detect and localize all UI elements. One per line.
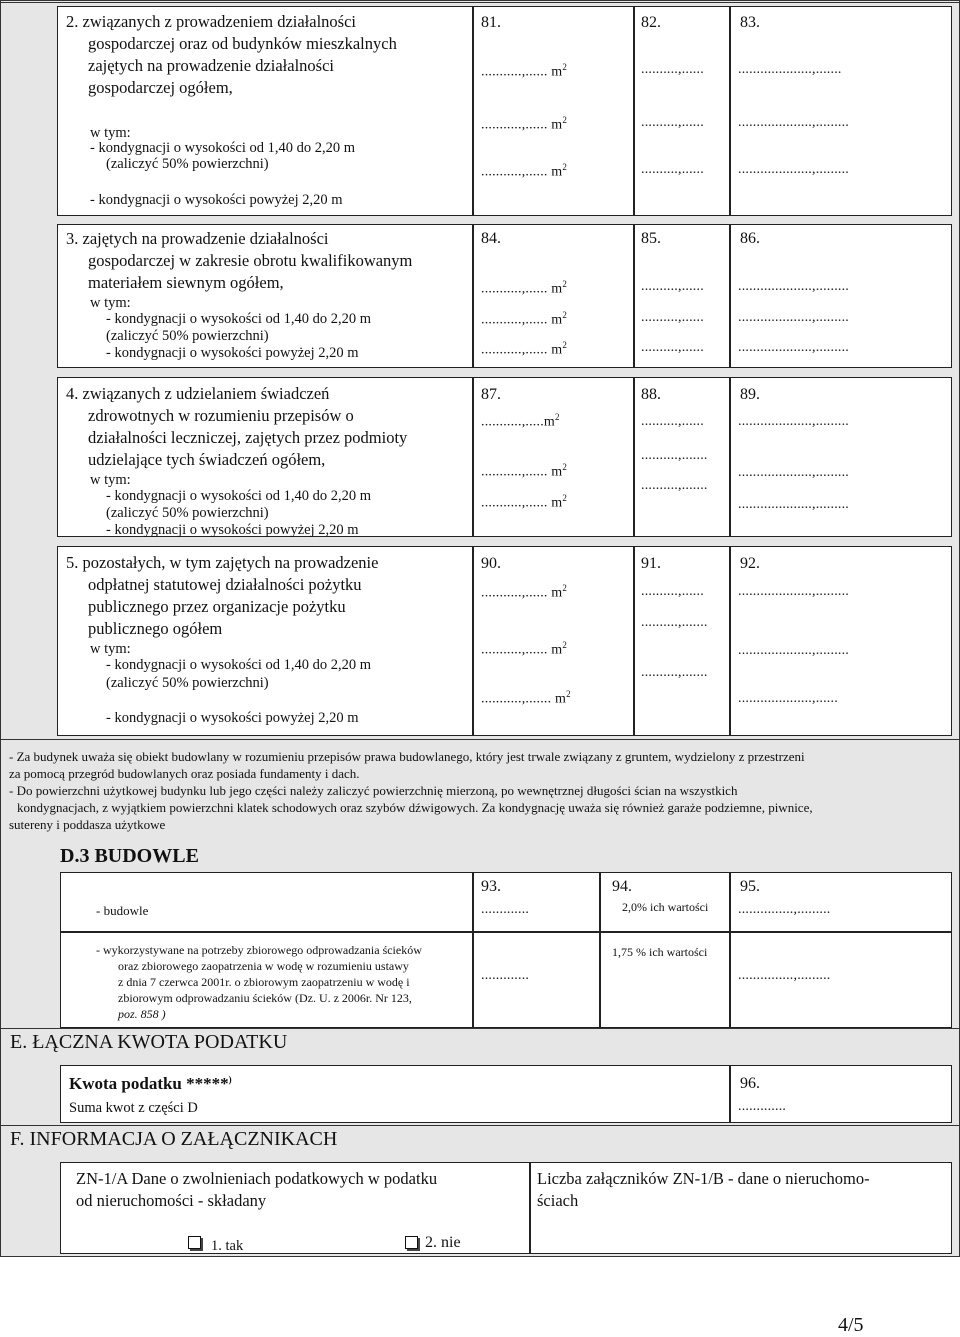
section5-col2-box [634, 546, 730, 736]
field-90-number: 90. [481, 555, 501, 572]
field-87-value[interactable]: $...........,.....m^2$ [481, 412, 560, 430]
field-95-number: 95. [740, 878, 760, 895]
d3-row2-line: - wykorzystywane na potrzeby zbiorowego odprowadzania ścieków [96, 943, 422, 957]
note-line: - Do powierzchni użytkowej budynku lub jego części należy zaliczyć powierzchnię mierzoną, po wewnętrznej długości ścian na wszystkich [9, 783, 738, 798]
zn1-line: od nieruchomości - składany [76, 1191, 267, 1210]
field-92-value[interactable]: ....................,......... [738, 584, 849, 599]
dots: ...........,...... m [481, 495, 563, 511]
field-85-number: 85. [641, 230, 661, 247]
d3-row2-line: poz. 858 ) [118, 1007, 166, 1021]
note-line: sutereny i poddasza użytkowe [9, 817, 166, 832]
section2-line: gospodarczej oraz od budynków mieszkalnych [88, 34, 397, 53]
section3-text [66, 228, 412, 294]
section3-wtym: w tym: [90, 295, 131, 311]
field-86a-value[interactable]: ....................,......... [738, 310, 849, 325]
field-92b-value[interactable]: ....................,...... [738, 691, 838, 706]
section5-text [66, 552, 378, 640]
checkbox-nie[interactable] [405, 1236, 418, 1249]
field-94b-rate: 1,75 % ich wartości [612, 945, 708, 959]
checkbox-nie-label: 2. nie [425, 1234, 461, 1251]
field-94-rate: 2,0% ich wartości [622, 900, 709, 914]
section5-sub1b: (zaliczyć 50% powierzchni) [106, 675, 269, 691]
section4-sub2: - kondygnacji o wysokości powyżej 2,20 m [106, 522, 359, 537]
note-line: kondygnacjach, z wyjątkiem powierzchni klatek schodowych oraz szybów dźwigowych. Za kondygnację uważa się również garaże podziemne, piwnice, [17, 800, 813, 815]
field-83b-value[interactable]: ....................,......... [738, 162, 849, 177]
field-85b-value[interactable]: ..........,...... [641, 340, 704, 355]
zn2-line: ściach [537, 1191, 579, 1210]
checkbox-tak-label: 1. tak [211, 1238, 244, 1254]
field-92a-value[interactable]: ....................,......... [738, 643, 849, 658]
dots: ...........,...... m [481, 164, 563, 180]
field-84a-value[interactable]: ...........,...... $m^2$ [481, 310, 568, 328]
section4-line: 4. związanych z udzielaniem świadczeń [66, 384, 330, 403]
note-line: - Za budynek uważa się obiekt budowlany w rozumieniu przepisów prawa budowlanego, który jest trwale związany z gruntem, wydzielony z przestrzeni [9, 749, 805, 764]
section5-line: odpłatnej statutowej działalności pożytku [88, 575, 362, 594]
field-85-value[interactable]: ..........,...... [641, 279, 704, 294]
field-94-number: 94. [612, 878, 632, 895]
field-84-value[interactable]: ...........,...... $m^2$ [481, 279, 568, 297]
zn2-line: Liczba załączników ZN-1/B - dane o nieruchomo- [537, 1169, 870, 1188]
field-84-number: 84. [481, 230, 501, 247]
field-95b-value[interactable]: ...............,......... [738, 968, 831, 983]
dots: ...........,...... m [481, 281, 563, 297]
field-83-value[interactable]: ....................,....... [738, 62, 842, 77]
page-number: 4/5 [838, 1314, 864, 1336]
e-label [69, 1074, 232, 1094]
section2-col1-box [473, 6, 634, 216]
field-95-value[interactable]: ...............,......... [738, 902, 831, 917]
field-91-number: 91. [641, 555, 661, 572]
section2-text [66, 11, 397, 99]
dots: ...........,....... m [481, 691, 567, 707]
d3-row2-line: oraz zbiorowego zaopatrzenia w wodę w rozumieniu ustawy [118, 959, 409, 973]
dots: ...........,...... m [481, 64, 563, 80]
field-90-value[interactable]: ...........,...... $m^2$ [481, 583, 568, 601]
section3-sub1a: - kondygnacji o wysokości od 1,40 do 2,20 m [106, 311, 372, 327]
field-85a-value[interactable]: ..........,...... [641, 310, 704, 325]
field-82a-value[interactable]: ..........,...... [641, 115, 704, 130]
section3-sub2: - kondygnacji o wysokości powyżej 2,20 m [106, 345, 359, 361]
field-90b-value[interactable]: ...........,....... $m^2$ [481, 689, 571, 707]
f-title: F. INFORMACJA O ZAŁĄCZNIKACH [10, 1128, 338, 1150]
section4-line: udzielające tych świadczeń ogółem, [88, 450, 326, 469]
section5-line: 5. pozostałych, w tym zajętych na prowadzenie [66, 553, 379, 572]
section5-col3-box [730, 546, 952, 736]
field-87a-value[interactable]: ...........,...... $m^2$ [481, 462, 568, 480]
dots: ...........,...... m [481, 312, 563, 328]
section4-line: zdrowotnych w rozumieniu przepisów o [88, 406, 354, 425]
section2-wtym: w tym: [90, 125, 131, 141]
section4-line: działalności leczniczej, zajętych przez podmioty [88, 428, 408, 447]
field-93-number: 93. [481, 878, 501, 895]
field-91-value[interactable]: ..........,...... [641, 584, 704, 599]
field-82-value[interactable]: ..........,...... [641, 62, 704, 77]
section4-col3-box [730, 377, 952, 537]
note-line: za pomocą przegród budowlanych oraz posiada fundamenty i dach. [9, 766, 360, 781]
e-title: E. ŁĄCZNA KWOTA PODATKU [10, 1031, 288, 1053]
section2-line: gospodarczej ogółem, [88, 78, 233, 97]
budowle-label: - budowle [96, 903, 149, 918]
section2-col3-box [730, 6, 952, 216]
field-86-value[interactable]: ....................,......... [738, 279, 849, 294]
field-81b-value[interactable]: ...........,...... $m^2$ [481, 162, 568, 180]
zn2-text [537, 1168, 870, 1212]
d3-row2-line: zbiorowym odprowadzaniu ścieków (Dz. U. z 2006r. Nr 123, [118, 991, 412, 1005]
field-96-number: 96. [740, 1075, 760, 1092]
section5-wtym: w tym: [90, 641, 131, 657]
field-91a-value[interactable]: ..........,....... [641, 615, 708, 630]
section2-line: 2. związanych z prowadzeniem działalności [66, 12, 356, 31]
section2-sub2: - kondygnacji o wysokości powyżej 2,20 m [90, 192, 343, 208]
field-82-number: 82. [641, 14, 661, 31]
field-82b-value[interactable]: ..........,...... [641, 162, 704, 177]
field-81-number: 81. [481, 14, 501, 31]
section5-sub2: - kondygnacji o wysokości powyżej 2,20 m [106, 710, 359, 726]
section3-line: gospodarczej w zakresie obrotu kwalifikowanym [88, 251, 413, 270]
field-87b-value[interactable]: ...........,...... $m^2$ [481, 493, 568, 511]
section2-line: zajętych na prowadzenie działalności [88, 56, 335, 75]
dots: ...........,...... m [481, 464, 563, 480]
field-84b-value[interactable]: ...........,...... $m^2$ [481, 340, 568, 358]
section3-line: materiałem siewnym ogółem, [88, 273, 284, 292]
section3-line: 3. zajętych na prowadzenie działalności [66, 229, 329, 248]
dots: ...........,.....m [481, 414, 555, 430]
field-88-number: 88. [641, 386, 661, 403]
d3-row2-line: z dnia 7 czerwca 2001r. o zbiorowym zaopatrzeniu w wodę i [118, 975, 410, 989]
field-83-number: 83. [740, 14, 760, 31]
field-86-number: 86. [740, 230, 760, 247]
section4-sub1a: - kondygnacji o wysokości od 1,40 do 2,20 m [106, 488, 372, 504]
checkbox-tak[interactable] [188, 1236, 201, 1249]
field-93b-value[interactable]: ............. [481, 968, 530, 983]
field-89-value[interactable]: ....................,......... [738, 414, 849, 429]
e-label-text: Kwota podatku ***** [69, 1074, 229, 1093]
dots: ...........,...... m [481, 117, 563, 133]
field-89a-value[interactable]: ....................,......... [738, 465, 849, 480]
field-92-number: 92. [740, 555, 760, 572]
section2-sub1b: (zaliczyć 50% powierzchni) [106, 156, 269, 172]
field-89b-value[interactable]: ....................,......... [738, 497, 849, 512]
e-sub: Suma kwot z części D [69, 1100, 198, 1116]
dots: ...........,...... m [481, 342, 563, 358]
d3-row2-text [96, 942, 468, 1022]
d3-title: D.3 BUDOWLE [60, 845, 199, 867]
zn1-line: ZN-1/A Dane o zwolnieniach podatkowych w podatku [76, 1169, 438, 1188]
zn1-text [76, 1168, 437, 1212]
field-88a-value[interactable]: ..........,....... [641, 448, 708, 463]
field-89-number: 89. [740, 386, 760, 403]
field-81a-value[interactable]: ...........,...... $m^2$ [481, 115, 568, 133]
notes-text [9, 748, 955, 833]
field-88-value[interactable]: ..........,...... [641, 414, 704, 429]
e-label-sup: ) [228, 1074, 232, 1085]
field-93-value[interactable]: ............. [481, 902, 530, 917]
field-86b-value[interactable]: ....................,......... [738, 340, 849, 355]
section5-line: publicznego ogółem [88, 619, 223, 638]
section4-sub1b: (zaliczyć 50% powierzchni) [106, 505, 269, 521]
field-87-number: 87. [481, 386, 501, 403]
field-90a-value[interactable]: ...........,...... $m^2$ [481, 640, 568, 658]
field-88b-value[interactable]: ..........,....... [641, 478, 708, 493]
section2-sub1a: - kondygnacji o wysokości od 1,40 do 2,20 m [90, 140, 356, 156]
section4-wtym: w tym: [90, 472, 131, 488]
section3-sub1b: (zaliczyć 50% powierzchni) [106, 328, 269, 344]
section5-sub1a: - kondygnacji o wysokości od 1,40 do 2,20 m [106, 657, 372, 673]
field-83a-value[interactable]: ....................,......... [738, 115, 849, 130]
section4-text [66, 383, 407, 471]
dots: ...........,...... m [481, 642, 563, 658]
section2-col2-box [634, 6, 730, 216]
field-96-value[interactable]: ............. [738, 1099, 787, 1114]
field-91b-value[interactable]: ..........,....... [641, 665, 708, 680]
field-81-value[interactable]: ...........,...... $m^2$ [481, 62, 568, 80]
dots: ...........,...... m [481, 585, 563, 601]
section5-line: publicznego przez organizacje pożytku [88, 597, 346, 616]
